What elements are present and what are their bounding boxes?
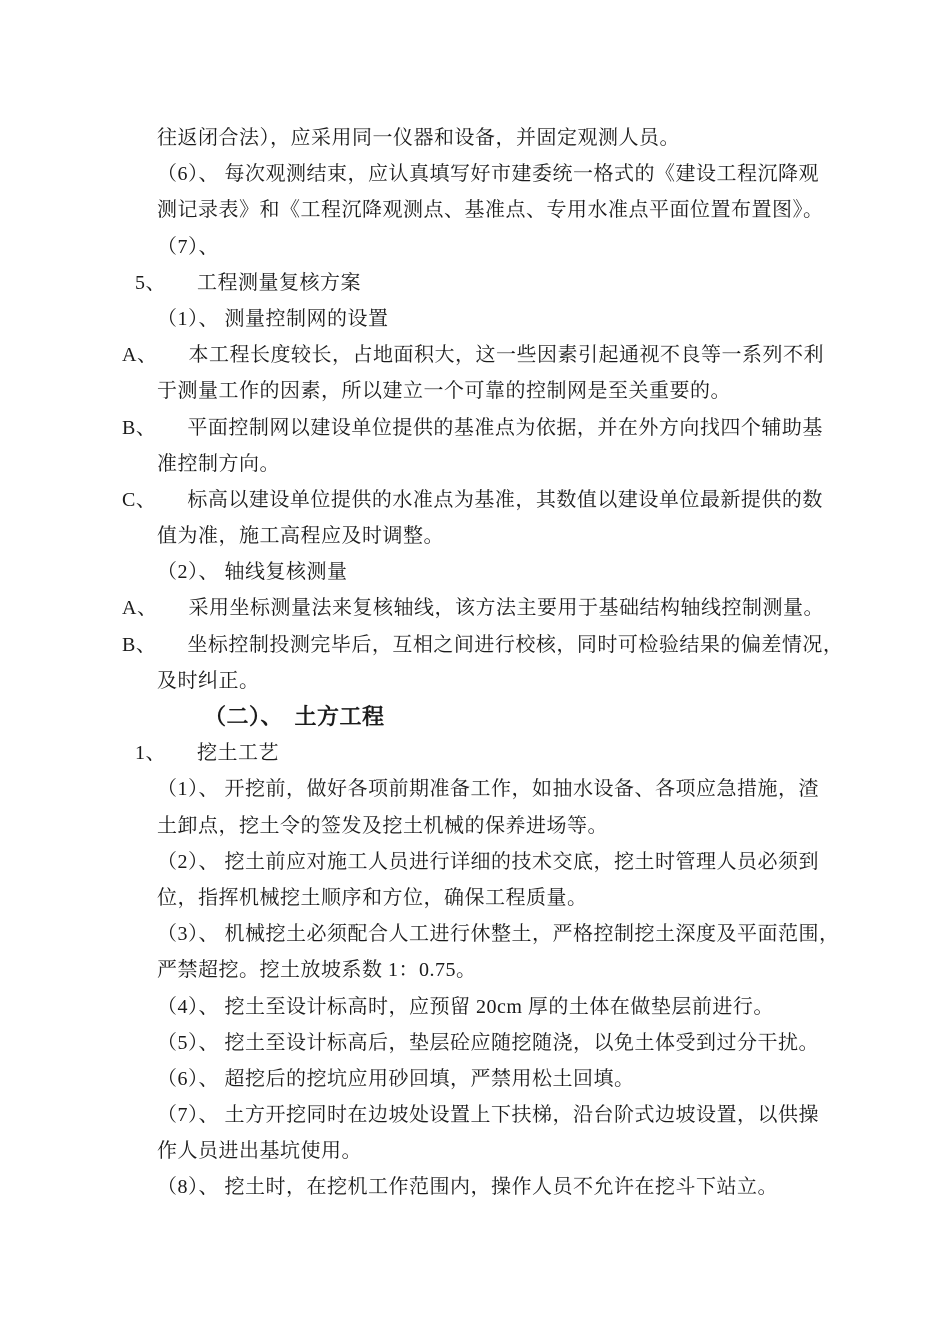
- text-line: （7）、: [157, 235, 219, 258]
- text-line: B、 平面控制网以建设单位提供的基准点为依据，并在外方向找四个辅助基: [122, 416, 823, 439]
- text-line: 于测量工作的因素，所以建立一个可靠的控制网是至关重要的。: [157, 380, 731, 403]
- text-line: 往返闭合法），应采用同一仪器和设备，并固定观测人员。: [157, 127, 680, 149]
- text-line: 土卸点，挖土令的签发及挖土机械的保养进场等。: [157, 814, 608, 837]
- text-line: （6）、 每次观测结束，应认真填写好市建委统一格式的《建设工程沉降观: [157, 163, 819, 186]
- text-line: （5）、 挖土至设计标高后，垫层砼应随挖随浇，以免土体受到过分干扰。: [157, 1031, 819, 1054]
- text-line: （2）、 挖土前应对施工人员进行详细的技术交底，挖土时管理人员必须到: [157, 850, 819, 873]
- text-line: 5、 工程测量复核方案: [135, 271, 361, 294]
- text-line: A、 本工程长度较长，占地面积大，这一些因素引起通视不良等一系列不利: [122, 344, 824, 367]
- text-line: （1）、 测量控制网的设置: [157, 307, 389, 330]
- text-line: （4）、 挖土至设计标高时，应预留 20cm 厚的土体在做垫层前进行。: [157, 995, 774, 1018]
- text-line: 准控制方向。: [157, 452, 280, 475]
- document-body: [0, 120, 950, 1206]
- text-line: 作人员进出基坑使用。: [157, 1140, 362, 1163]
- text-line: 严禁超挖。挖土放坡系数 1：0.75。: [157, 959, 477, 982]
- text-line: A、 采用坐标测量法来复核轴线，该方法主要用于基础结构轴线控制测量。: [122, 597, 824, 620]
- text-line: （6）、 超挖后的挖坑应用砂回填，严禁用松土回填。: [157, 1067, 635, 1090]
- text-line: （2）、 轴线复核测量: [157, 561, 348, 584]
- text-line: B、 坐标控制投测完毕后，互相之间进行校核，同时可检验结果的偏差情况，: [122, 633, 844, 656]
- text-line: （1）、 开挖前，做好各项前期准备工作，如抽水设备、各项应急措施，渣: [157, 778, 819, 801]
- text-line: 位，指挥机械挖土顺序和方位，确保工程质量。: [157, 886, 588, 909]
- text-line: 1、 挖土工艺: [135, 742, 279, 765]
- text-line: 及时纠正。: [157, 669, 260, 692]
- section-heading: （二）、 土方工程: [204, 704, 385, 729]
- text-line: C、 标高以建设单位提供的水准点为基准，其数值以建设单位最新提供的数: [122, 488, 823, 511]
- text-line: （7）、 土方开挖同时在边坡处设置上下扶梯，沿台阶式边坡设置，以供操: [157, 1104, 819, 1127]
- text-line: 值为准，施工高程应及时调整。: [157, 525, 444, 548]
- text-line: 测记录表》和《工程沉降观测点、基准点、专用水准点平面位置布置图》。: [157, 199, 824, 222]
- text-line: （8）、 挖土时，在挖机工作范围内，操作人员不允许在挖斗下站立。: [157, 1176, 778, 1199]
- text-line: （3）、 机械挖土必须配合人工进行休整土，严格控制挖土深度及平面范围，: [157, 923, 840, 946]
